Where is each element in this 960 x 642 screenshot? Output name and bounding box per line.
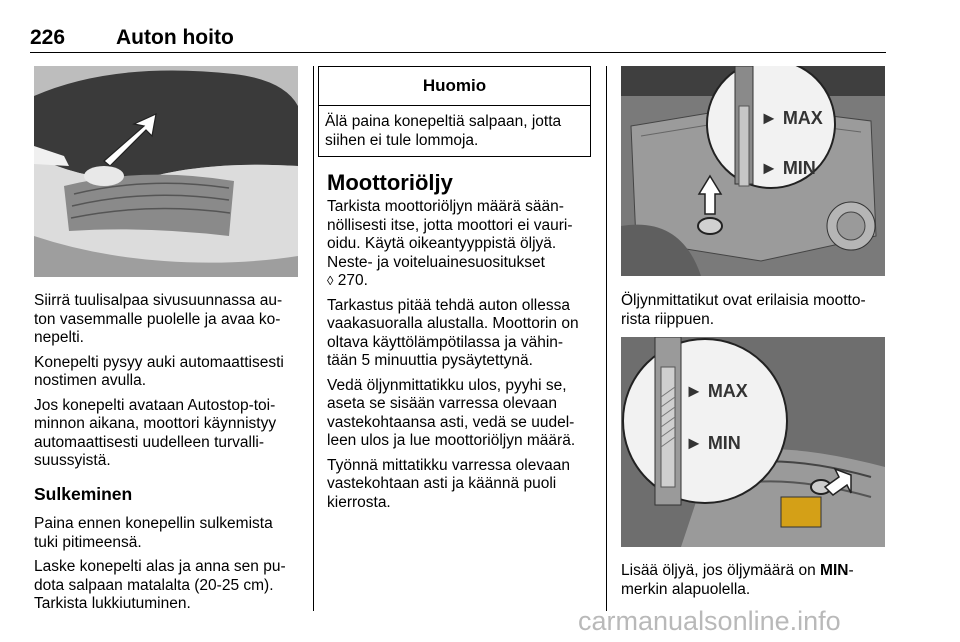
middle-column xyxy=(327,170,597,518)
header-rule xyxy=(30,52,886,53)
paragraph-level-ground: Tarkastus pitää tehdä auton ollessa vaakasuoralla alustalla. Moottorin on oltava käyttölämpötilassa ja vähin- tään 5 minuuttia pysäytettynä. xyxy=(327,296,579,369)
paragraph-check-oil: Tarkista moottoriöljyn määrä sään- nöllisesti itse, jotta moottori ei vauri- oidu. Käytä oikeantyyppistä öljyä. Neste- ja voiteluainesuositukset ◊ 270. xyxy=(327,198,573,289)
heading-engine-oil: Moottoriöljy xyxy=(327,170,453,195)
paragraph-auto-lift: Konepelti pysyy auki automaattisesti nostimen avulla. xyxy=(34,353,284,389)
paragraph-dipstick: Vedä öljynmittatikku ulos, pyyhi se, aseta se sisään varressa olevaan vastekohtaansa asti, vedä se uudel- leen ulos ja lue moottoriöljyn määrä. xyxy=(327,376,576,449)
column-divider-1 xyxy=(313,66,314,611)
right-text-2 xyxy=(621,562,889,605)
engine-dipstick-photo-2 xyxy=(621,337,885,547)
column-divider-2 xyxy=(606,66,607,611)
page-number: 226 xyxy=(30,26,66,49)
engine-dipstick-photo-1 xyxy=(621,66,885,276)
paragraph-add-oil: Lisää öljyä, jos öljymäärä on MIN- merkin alapuolella. xyxy=(621,562,854,598)
paragraph-autostop: Jos konepelti avataan Autostop-toi- minnon aikana, moottori käynnistyy automaattisesti uudelleen turvalli- suussyistä. xyxy=(34,396,277,469)
min-label-1: ► MIN xyxy=(760,158,816,178)
notice-title: Huomio xyxy=(319,67,590,106)
paragraph-dipstick-variants: Öljynmittatikut ovat erilaisia mootto- rista riippuen. xyxy=(621,292,866,328)
min-label-2: ► MIN xyxy=(685,433,741,453)
reference-page-link[interactable]: 270. xyxy=(337,272,368,289)
min-bold-text: MIN xyxy=(820,562,849,579)
reference-symbol: ◊ xyxy=(327,273,334,288)
paragraph-support: Paina ennen konepellin sulkemista tuki pitimeensä. xyxy=(34,515,273,551)
notice-box xyxy=(318,66,591,157)
page-title: Auton hoito xyxy=(116,26,234,49)
paragraph-lower-hood: Laske konepelti alas ja anna sen pu- dota salpaan matalalta (20-25 cm). Tarkista lukkiutuminen. xyxy=(34,558,286,612)
left-column xyxy=(34,292,302,620)
hood-photo xyxy=(34,66,298,277)
max-label-1: ► MAX xyxy=(760,108,823,128)
paragraph-insert-dipstick: Työnnä mittatikku varressa olevaan vastekohtaan asti ja käännä puoli kierrosta. xyxy=(327,456,570,511)
paragraph-release-latch: Siirrä tuulisalpaa sivusuunnassa au- ton vasemmalle puolelle ja avaa ko- nepelti. xyxy=(34,292,283,346)
max-label-2: ► MAX xyxy=(685,381,748,401)
heading-closing: Sulkeminen xyxy=(34,483,133,504)
watermark: carmanualsonline.info xyxy=(578,606,841,636)
notice-body: Älä paina konepeltiä salpaan, jotta siihen ei tule lommoja. xyxy=(325,113,562,149)
right-text-1 xyxy=(621,292,889,335)
